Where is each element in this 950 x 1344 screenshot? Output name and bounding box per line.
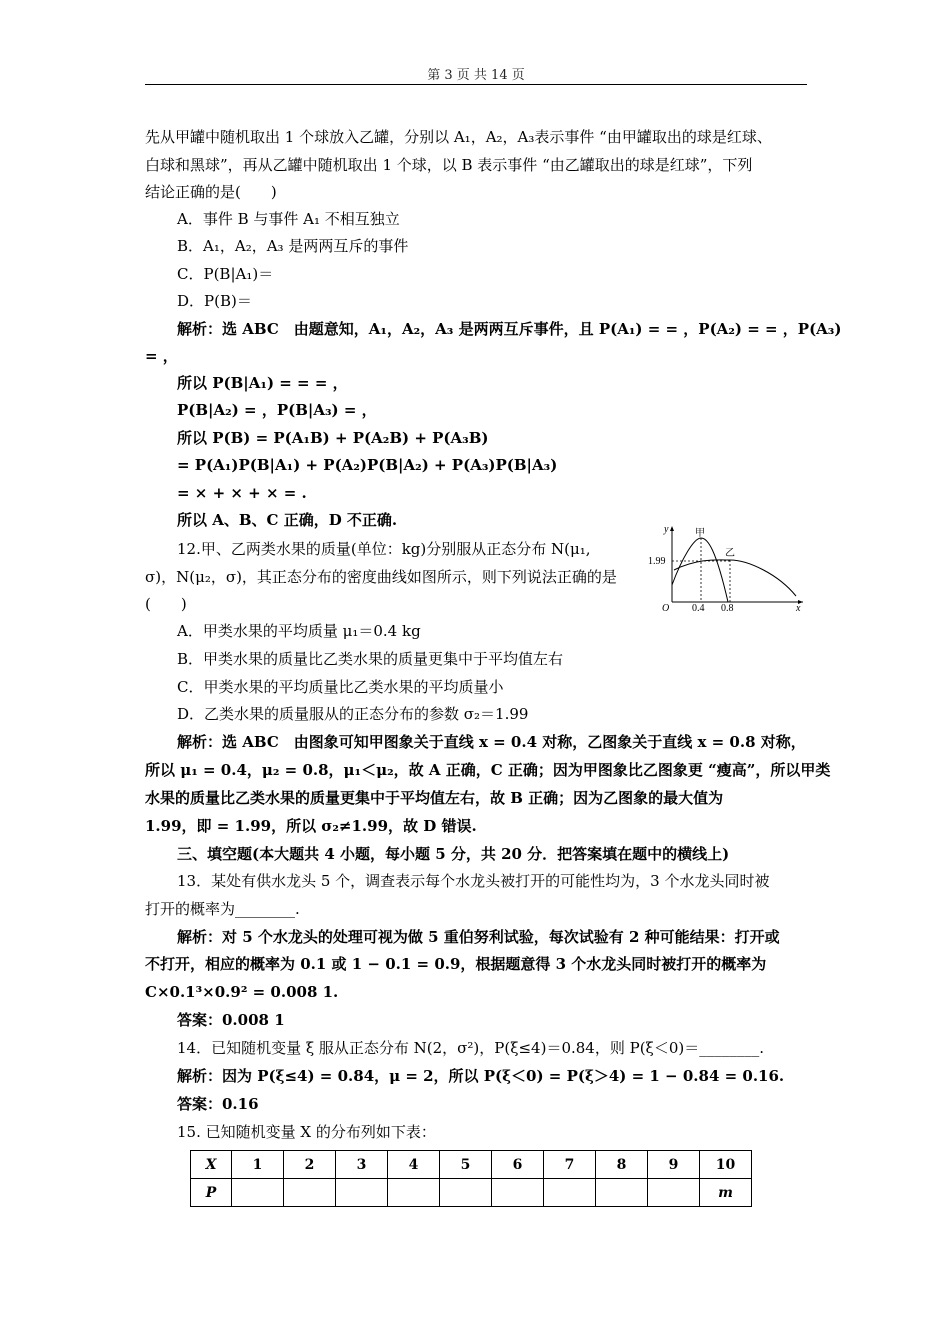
solution-line: 不打开，相应的概率为 0.1 或 1 − 0.1 = 0.9，根据题意得 3 个水龙头同时被打开的概率为	[145, 955, 767, 973]
text-line: 先从甲罐中随机取出 1 个球放入乙罐，分别以 A₁，A₂，A₃表示事件 “由甲罐取出的球是红球、	[145, 128, 772, 146]
page-number: 第 3 页 共 14 页	[427, 68, 525, 83]
question-15: 15. 已知随机变量 X 的分布列如下表：	[177, 1123, 436, 1141]
distribution-table	[190, 1150, 752, 1207]
text-line: 白球和黑球”，再从乙罐中随机取出 1 个球，以 B 表示事件 “由乙罐取出的球是红球”，下列	[145, 156, 753, 174]
x-label: x	[796, 603, 801, 612]
curve-jia	[672, 538, 728, 602]
table-cell	[648, 1179, 700, 1207]
text-line: 结论正确的是( )	[145, 183, 277, 201]
table-cell	[544, 1179, 596, 1207]
solution-line: 所以 A、B、C 正确，D 不正确.	[177, 511, 398, 529]
solution-line: 所以 μ₁ = 0.4，μ₂ = 0.8，μ₁＜μ₂，故 A 正确，C 正确；因为甲图象比乙图象更 “瘦高”，所以甲类	[145, 761, 831, 779]
table-cell: 2	[284, 1151, 336, 1179]
table-cell: 3	[336, 1151, 388, 1179]
table-cell: 9	[648, 1151, 700, 1179]
question-13: 13．某处有供水龙头 5 个，调查表示每个水龙头被打开的可能性均为，3 个水龙头同时被	[177, 872, 770, 890]
solution-line: C×0.1³×0.9² = 0.008 1.	[145, 983, 339, 1001]
option-c: C．P(B|A₁)＝	[177, 265, 274, 283]
option-b: B．A₁，A₂，A₃ 是两两互斥的事件	[177, 237, 409, 255]
answer-line: 答案：0.008 1	[177, 1011, 285, 1029]
option-a: A．甲类水果的平均质量 μ₁＝0.4 kg	[177, 622, 421, 640]
curve-jia-label: 甲	[695, 528, 705, 539]
table-row	[191, 1179, 752, 1207]
table-row	[191, 1151, 752, 1179]
text-line: ( )	[145, 595, 187, 613]
table-cell: 8	[596, 1151, 648, 1179]
table-cell: 4	[388, 1151, 440, 1179]
table-cell	[440, 1179, 492, 1207]
solution-line: 解析：因为 P(ξ≤4) = 0.84，μ = 2，所以 P(ξ＜0) = P(ξ＞4) = 1 − 0.84 = 0.16.	[177, 1067, 785, 1085]
x-tick-label: 0.8	[721, 603, 734, 612]
table-cell	[284, 1179, 336, 1207]
solution-line: = × + × + × = .	[177, 484, 307, 502]
table-cell	[388, 1179, 440, 1207]
table-cell	[492, 1179, 544, 1207]
solution-line: 解析：选 ABC 由图象可知甲图象关于直线 x = 0.4 对称，乙图象关于直线 x = 0.8 对称，	[177, 733, 806, 751]
table-cell	[232, 1179, 284, 1207]
question-14: 14．已知随机变量 ξ 服从正态分布 N(2，σ²)，P(ξ≤4)＝0.84，则 P(ξ＜0)＝________.	[177, 1039, 764, 1057]
header-rule	[145, 84, 807, 85]
solution-line: 解析：选 ABC 由题意知，A₁，A₂，A₃ 是两两互斥事件，且 P(A₁) = = ，P(A₂) = = ，P(A₃)	[177, 320, 842, 338]
option-b: B．甲类水果的质量比乙类水果的质量更集中于平均值左右	[177, 650, 564, 668]
curve-yi-label: 乙	[725, 548, 735, 559]
text-line: 打开的概率为________.	[145, 900, 300, 918]
option-a: A．事件 B 与事件 A₁ 不相互独立	[177, 210, 400, 228]
solution-line: 水果的质量比乙类水果的质量更集中于平均值左右，故 B 正确；因为乙图象的最大值为	[145, 789, 724, 807]
table-cell: m	[700, 1179, 752, 1207]
question-12: 12.甲、乙两类水果的质量(单位：kg)分别服从正态分布 N(μ₁,	[177, 540, 591, 558]
normal-curve-figure	[648, 520, 808, 612]
y-tick-label: 1.99	[648, 556, 666, 567]
table-cell	[336, 1179, 388, 1207]
section-heading: 三、填空题(本大题共 4 小题，每小题 5 分，共 20 分．把答案填在题中的横线上)	[177, 845, 730, 863]
option-d: D．乙类水果的质量服从的正态分布的参数 σ₂＝1.99	[177, 705, 529, 723]
solution-line: 1.99，即 = 1.99，所以 σ₂≠1.99，故 D 错误.	[145, 817, 477, 835]
x-tick-label: 0.4	[692, 603, 705, 612]
solution-line: 解析：对 5 个水龙头的处理可视为做 5 重伯努利试验，每次试验有 2 种可能结果：打开或	[177, 928, 780, 946]
solution-line: = P(A₁)P(B|A₁) + P(A₂)P(B|A₂) + P(A₃)P(B|A₃)	[177, 456, 558, 474]
table-cell: 1	[232, 1151, 284, 1179]
solution-line: = ，	[145, 347, 178, 365]
table-cell: X	[191, 1151, 232, 1179]
table-cell: 5	[440, 1151, 492, 1179]
option-d: D．P(B)＝	[177, 292, 252, 310]
table-cell: 10	[700, 1151, 752, 1179]
answer-line: 答案：0.16	[177, 1095, 259, 1113]
solution-line: 所以 P(B|A₁) = = = ，	[177, 374, 348, 392]
y-axis-arrow-icon	[670, 526, 674, 531]
solution-line: P(B|A₂) = ，P(B|A₃) = ，	[177, 401, 377, 419]
solution-line: 所以 P(B) = P(A₁B) + P(A₂B) + P(A₃B)	[177, 429, 489, 447]
table-cell: 6	[492, 1151, 544, 1179]
origin-label: O	[662, 603, 670, 612]
text-line: σ)，N(μ₂，σ)，其正态分布的密度曲线如图所示，则下列说法正确的是	[145, 568, 617, 586]
table-cell	[596, 1179, 648, 1207]
option-c: C．甲类水果的平均质量比乙类水果的平均质量小	[177, 678, 504, 696]
y-label: y	[664, 524, 669, 535]
curve-yi	[674, 560, 796, 596]
table-cell: 7	[544, 1151, 596, 1179]
table-cell: P	[191, 1179, 232, 1207]
